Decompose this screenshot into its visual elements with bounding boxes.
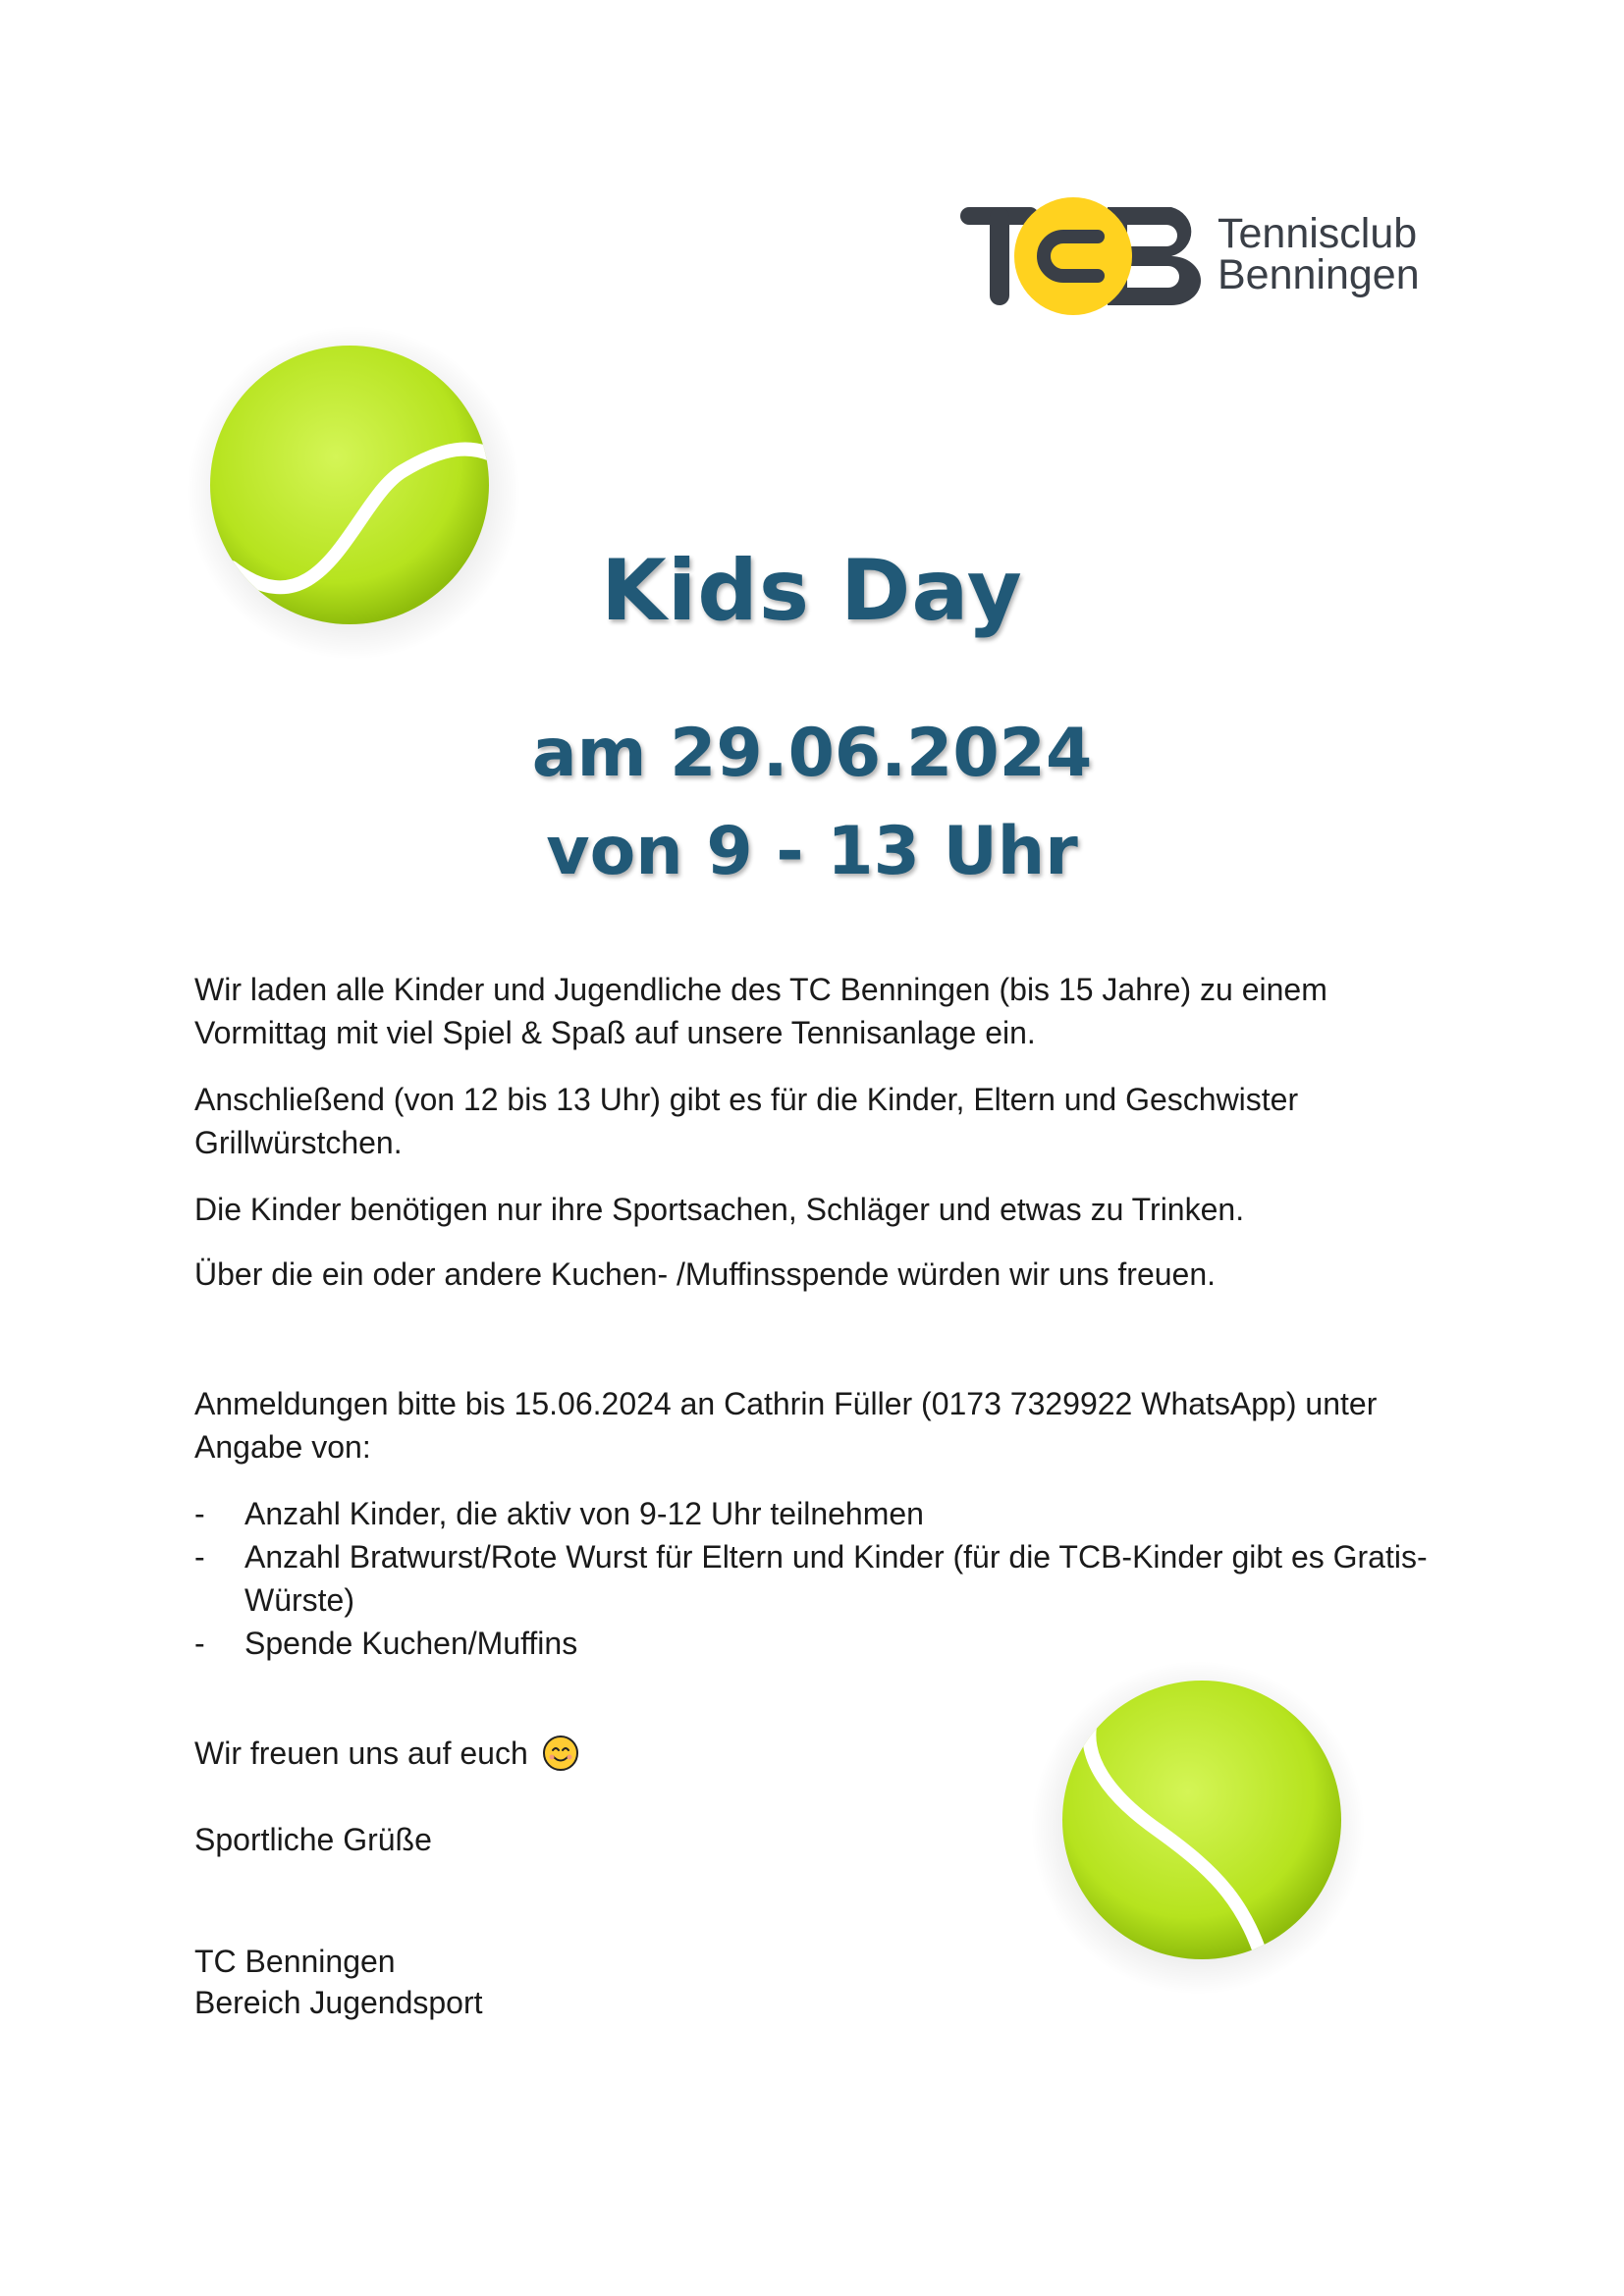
list-item (194, 1492, 1451, 1535)
logo-text-line1: Tennisclub (1218, 210, 1418, 257)
donation-paragraph: Über die ein oder andere Kuchen- /Muffinsspende würden wir uns freuen. (194, 1256, 1217, 1292)
tcb-logo-mark (960, 191, 1216, 319)
registration-list (194, 1492, 1451, 1665)
club-logo (960, 191, 1422, 319)
signature-organization: TC Benningen (194, 1944, 396, 1979)
list-item-text: Anzahl Bratwurst/Rote Wurst für Eltern und Kinder (für die TCB-Kinder gibt es Gratis-Würste) (244, 1539, 1428, 1618)
tennis-ball-icon (1021, 1649, 1375, 2002)
logo-text-line2: Benningen (1218, 251, 1420, 298)
signature-department: Bereich Jugendsport (194, 1985, 483, 2020)
equipment-paragraph: Die Kinder benötigen nur ihre Sportsachen, Schläger und etwas zu Trinken. (194, 1192, 1245, 1227)
list-item (194, 1535, 1451, 1622)
event-date: am 29.06.2024 (531, 715, 1093, 792)
barbecue-paragraph: Anschließend (von 12 bis 13 Uhr) gibt es für die Kinder, Eltern und Geschwister Grillwürstchen. (194, 1082, 1299, 1160)
list-item-text: Spende Kuchen/Muffins (244, 1626, 578, 1661)
list-dash: - (194, 1626, 205, 1661)
smiley-icon (542, 1735, 579, 1772)
list-dash: - (194, 1496, 205, 1531)
invitation-paragraph: Wir laden alle Kinder und Jugendliche des TC Benningen (bis 15 Jahre) zu einem Vormittag mit viel Spiel & Spaß auf unsere Tennisanlage ein. (194, 972, 1327, 1050)
list-dash: - (194, 1539, 205, 1575)
registration-paragraph: Anmeldungen bitte bis 15.06.2024 an Cathrin Füller (0173 7329922 WhatsApp) unter Angabe von: (194, 1386, 1378, 1465)
greeting: Sportliche Grüße (194, 1822, 432, 1857)
closing-text: Wir freuen uns auf euch (194, 1735, 528, 1771)
page-title: Kids Day (601, 542, 1023, 640)
event-time: von 9 - 13 Uhr (546, 813, 1078, 890)
list-item-text: Anzahl Kinder, die aktiv von 9-12 Uhr teilnehmen (244, 1496, 924, 1531)
